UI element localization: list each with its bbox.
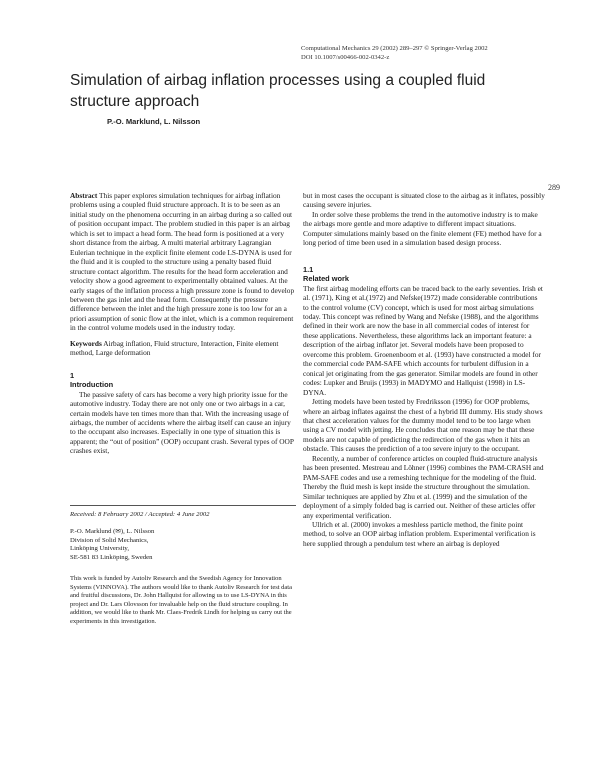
section-title: Introduction [70,380,114,390]
affiliation-line: SE-581 83 Linköping, Sweden [70,554,153,562]
affiliation-line: Linköping University, [70,545,130,553]
journal-citation: Computational Mechanics 29 (2002) 289–297 © Springer-Verlag 2002 [301,45,488,52]
body-paragraph: The first airbag modeling efforts can be traced back to the early seventies. Irish et al. (1971), King et al.(1972) and Nefske(1972) made considerable contributions to the control volume (CV) concept, which is used for most airbag simulations today. This concept was refined by Wang and Nefske (1988), and the algorithms defined in their work are now the base in all commercial codes of interest for these applications. Nevertheless, these algorithms lack an important feature: a description of the airbag inflator jet. Several models have been proposed to overcome this problem. Groenenboom et al. (1993) have constructed a model for the commercial code PAM-SAFE which accounts for turbulent diffusion in a conical jet originating from the gas generator. Similar models are found in other codes: Lupker and Bruijs (1993) in MADYMO and Hallquist (1998) in LS-DYNA. [303,283,543,397]
intro-paragraph: The passive safety of cars has become a very high priority issue for the automotive industry. Today there are not only one or two airbags in a car, certain models have ten times more than that. With the increasing usage of airbags, the number of accidents where the airbag itself can cause an injury to the occupant also increases. Especially in one type of situation this is apparent; the “out of position” (OOP) occupant crash. Several types of OOP crashes exist, [70,389,294,456]
authors: P.-O. Marklund, L. Nilsson [107,117,201,126]
subsection-title: Related work [303,274,350,284]
body-paragraph: In order solve these problems the trend in the automotive industry is to make the airbags more gentle and more adaptive to different impact situations. Computer simulations mainly based on the finite element (FE) method have for a long period of time been used in a simulation based design process. [303,209,542,248]
subsection-number: 1.1 [303,264,314,274]
keywords [70,339,296,358]
body-paragraph: Jetting models have been tested by Fredriksson (1996) for OOP problems, where an airbag inflates against the chest of a hybrid III dummy. His study shows that chest acceleration values for the dummy model tend to be too large when using a CV model with jetting. He concludes that one reason may be that these models are not capable of predicting the redirection of the gas when it hits an obstacle. This causes the prediction of a too severe injury to the occupant. [303,397,543,454]
right-column [303,191,545,548]
affiliation-line: Division of Solid Mechanics, [70,536,149,544]
keywords-label: Keywords [70,338,102,348]
abstract-text: This paper explores simulation techniques for airbag inflation problems using a coupled fluid structure approach. It is to be seen as an initial study on the phenomena occurring in an airbag during a so called out of position occupant impact. The problem studied in this paper is an airbag which is set to impact a head form. The head form is positioned at a very short distance from the airbag. A multi material arbitrary Lagrangian Eulerian technique in the explicit finite element code LS-DYNA is used for the fluid and it is coupled to the structure using a penalty based fluid structure contact algorithm. The results for the head form acceleration and velocity show a good agreement to experimentally obtained values. At the early stages of the inflation process a high pressure zone is found to develop between the gas inlet and the head form. Consequently the pressure difference between the inlet and the high pressure zone is too low for an a priori assumption of sonic flow at the inlet, which is a common requirement in the control volume models used in the industry today. [70,191,295,333]
paper-title: Simulation of airbag inflation processes using a coupled fluid structure approach [70,72,486,110]
affiliation-line: P.-O. Marklund (✉), L. Nilsson [70,528,155,535]
section-number: 1 [70,370,75,380]
funding-note: This work is funded by Autoliv Research and the Swedish Agency for Innovation Systems (VINNOVA). The authors would like to thank Autoliv Research for test data and fruitful discussions, Dr. John Hallquist for allowing us to use LS-DYNA in this project and Dr. Lars Olovsson for invaluable help on the fluid structure coupling. In addition, we would like to thank Mr. Claes-Fredrik Lindh for helping us carry out the experiments in this investigation. [70,575,292,625]
doi: DOI 10.1007/s00466-002-0342-z [301,54,390,61]
affiliation [70,528,296,563]
keywords-text: Airbag inflation, Fluid structure, Interaction, Finite element method, Large deformation [70,338,279,358]
page-number: 289 [548,183,560,192]
abstract-label: Abstract [70,191,98,200]
received-dates: Received: 8 February 2002 / Accepted: 4 June 2002 [70,511,210,518]
body-paragraph: Recently, a number of conference articles on coupled fluid-structure analysis has been presented. Mestreau and Löhner (1996) combines the PAM-CRASH and PAM-SAFE codes and use a remeshing technique for the modeling of the fluid. Thereby the fluid mesh is kept inside the structure throughout the simulation. Similar techniques are applied by Zhu et al. (1999) and the simulation of the deployment of a simply folded bag is carried out. Neither of these articles offer any experimental verification. [303,453,544,520]
body-paragraph: Ullrich et al. (2000) invokes a meshless particle method, the finite point method, to solve an OOP airbag inflation problem. Experimental verification is here supplied through a pendulum test where an airbag is deployed [303,519,536,548]
continuation-paragraph: but in most cases the occupant is situated close to the airbag as it inflates, possibly causing severe injuries. [303,191,545,210]
journal-header [301,44,571,62]
left-column [70,191,296,456]
abstract [70,191,296,333]
footnote-divider [70,505,296,506]
